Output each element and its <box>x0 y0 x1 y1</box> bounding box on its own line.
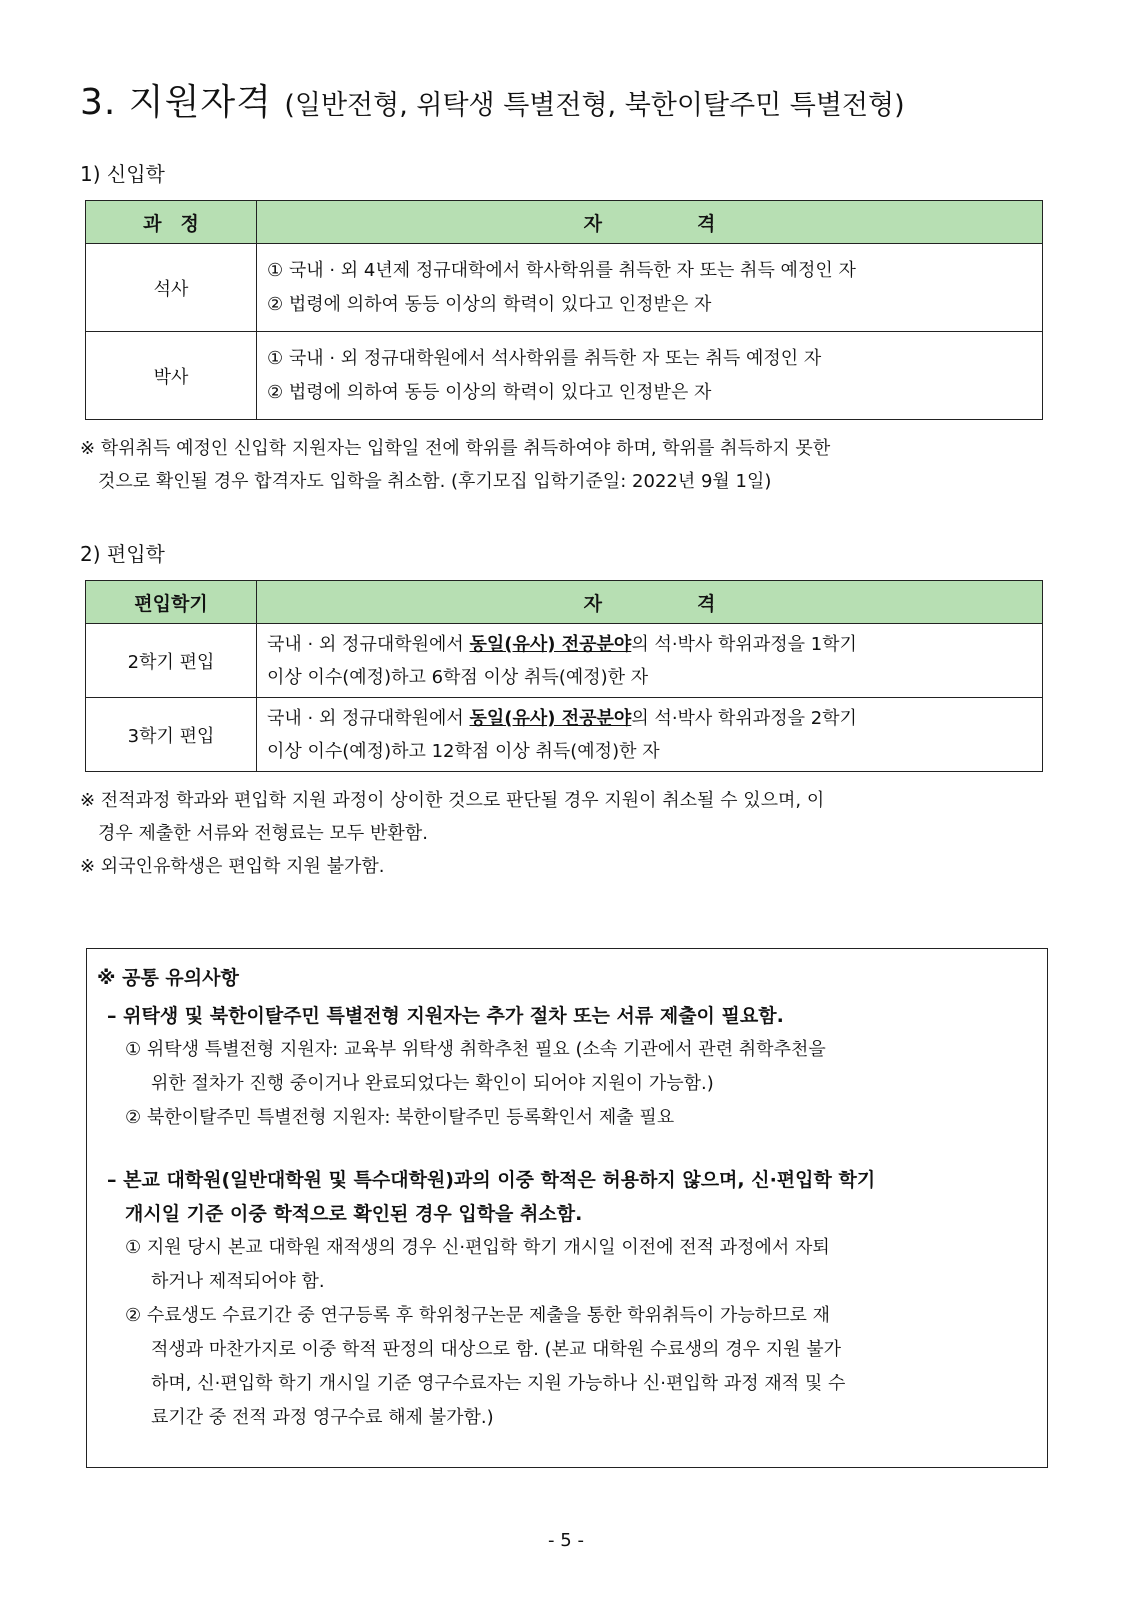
section2-heading: 2) 편입학 <box>80 542 165 566</box>
table-header-course: 과 정 <box>86 201 257 244</box>
qualification-line: ① 국내 · 외 4년제 정규대학에서 학사학위를 취득한 자 또는 취득 예정인 자 <box>267 259 856 281</box>
table-row <box>86 332 1043 420</box>
qualification-line: ② 법령에 의하여 동등 이상의 학력이 있다고 인정받은 자 <box>267 293 712 315</box>
qualification-text: 의 석·박사 학위과정을 1학기 <box>631 633 857 655</box>
qualification-line: ② 법령에 의하여 동등 이상의 학력이 있다고 인정받은 자 <box>267 381 712 403</box>
notice-item-cont: 하거나 제적되어야 함. <box>151 1271 325 1292</box>
notice-title: – 위탁생 및 북한이탈주민 특별전형 지원자는 추가 절차 또는 서류 제출이 필요함. <box>107 1005 784 1027</box>
notice-item-cont: 적생과 마찬가지로 이중 학적 판정의 대상으로 함. (본교 대학원 수료생의 경우 지원 불가 <box>151 1339 841 1360</box>
notice-item-cont: 위한 절차가 진행 중이거나 완료되었다는 확인이 되어야 지원이 가능함.) <box>151 1073 714 1094</box>
new-admission-table <box>85 200 1043 420</box>
qualification-text: 국내 · 외 정규대학원에서 <box>267 707 470 729</box>
notice-title: – 본교 대학원(일반대학원 및 특수대학원)과의 이중 학적은 허용하지 않으며, 신·편입학 학기 <box>107 1169 876 1191</box>
title-sub: (일반전형, 위탁생 특별전형, 북한이탈주민 특별전형) <box>284 90 905 121</box>
table-header-term: 편입학기 <box>86 581 257 624</box>
qualification-line: 이상 이수(예정)하고 6학점 이상 취득(예정)한 자 <box>267 666 649 688</box>
note-line: ※ 전적과정 학과와 편입학 지원 과정이 상이한 것으로 판단될 경우 지원이 취소될 수 있으며, 이 <box>80 790 825 811</box>
course-cell: 석사 <box>86 244 257 332</box>
qualification-cell <box>257 244 1043 332</box>
qualification-cell <box>257 332 1043 420</box>
notice-block-special <box>107 999 1037 1135</box>
same-major-emphasis: 동일(유사) 전공분야 <box>469 707 632 729</box>
transfer-table <box>85 580 1043 772</box>
notice-block-double-enrollment <box>107 1163 1037 1435</box>
term-cell: 2학기 편입 <box>86 624 257 698</box>
notice-item-cont: 하며, 신·편입학 학기 개시일 기준 영구수료자는 지원 가능하나 신·편입학 과정 재적 및 수 <box>151 1373 846 1394</box>
term-cell: 3학기 편입 <box>86 698 257 772</box>
note-line: ※ 학위취득 예정인 신입학 지원자는 입학일 전에 학위를 취득하여야 하며, 학위를 취득하지 못한 <box>80 438 831 459</box>
section1-note <box>80 432 1060 498</box>
table-header-qualification: 자 격 <box>257 201 1043 244</box>
table-row <box>86 698 1043 772</box>
note-line: 것으로 확인될 경우 합격자도 입학을 취소함. (후기모집 입학기준일: 2022년 9월 1일) <box>98 471 772 492</box>
qualification-cell <box>257 624 1043 698</box>
notice-item: ① 지원 당시 본교 대학원 재적생의 경우 신·편입학 학기 개시일 이전에 전적 과정에서 자퇴 <box>125 1237 830 1258</box>
course-cell: 박사 <box>86 332 257 420</box>
notice-item: ② 수료생도 수료기간 중 연구등록 후 학위청구논문 제출을 통한 학위취득이 가능하므로 재 <box>125 1305 831 1326</box>
table-header-qualification: 자 격 <box>257 581 1043 624</box>
qualification-cell <box>257 698 1043 772</box>
note-line: 경우 제출한 서류와 전형료는 모두 반환함. <box>98 823 428 844</box>
page-title <box>80 74 905 125</box>
note-line: ※ 외국인유학생은 편입학 지원 불가함. <box>80 856 385 877</box>
section2-notes <box>80 784 1060 883</box>
notice-item-cont: 료기간 중 전적 과정 영구수료 해제 불가함.) <box>151 1407 494 1428</box>
section1-heading: 1) 신입학 <box>80 162 165 186</box>
title-main: 3. 지원자격 <box>80 82 272 123</box>
qualification-line: 이상 이수(예정)하고 12학점 이상 취득(예정)한 자 <box>267 740 660 762</box>
notice-item: ② 북한이탈주민 특별전형 지원자: 북한이탈주민 등록확인서 제출 필요 <box>125 1107 675 1128</box>
table-row <box>86 624 1043 698</box>
qualification-line: ① 국내 · 외 정규대학원에서 석사학위를 취득한 자 또는 취득 예정인 자 <box>267 347 822 369</box>
notice-item: ① 위탁생 특별전형 지원자: 교육부 위탁생 취학추천 필요 (소속 기관에서 관련 취학추천을 <box>125 1039 826 1060</box>
common-notice-heading: ※ 공통 유의사항 <box>97 967 239 989</box>
same-major-emphasis: 동일(유사) 전공분야 <box>469 633 632 655</box>
notice-title-cont: 개시일 기준 이중 학적으로 확인된 경우 입학을 취소함. <box>125 1203 583 1225</box>
page-number: - 5 - <box>548 1530 584 1551</box>
qualification-text: 국내 · 외 정규대학원에서 <box>267 633 470 655</box>
table-row <box>86 244 1043 332</box>
common-notice-box <box>86 948 1048 1468</box>
qualification-text: 의 석·박사 학위과정을 2학기 <box>631 707 857 729</box>
